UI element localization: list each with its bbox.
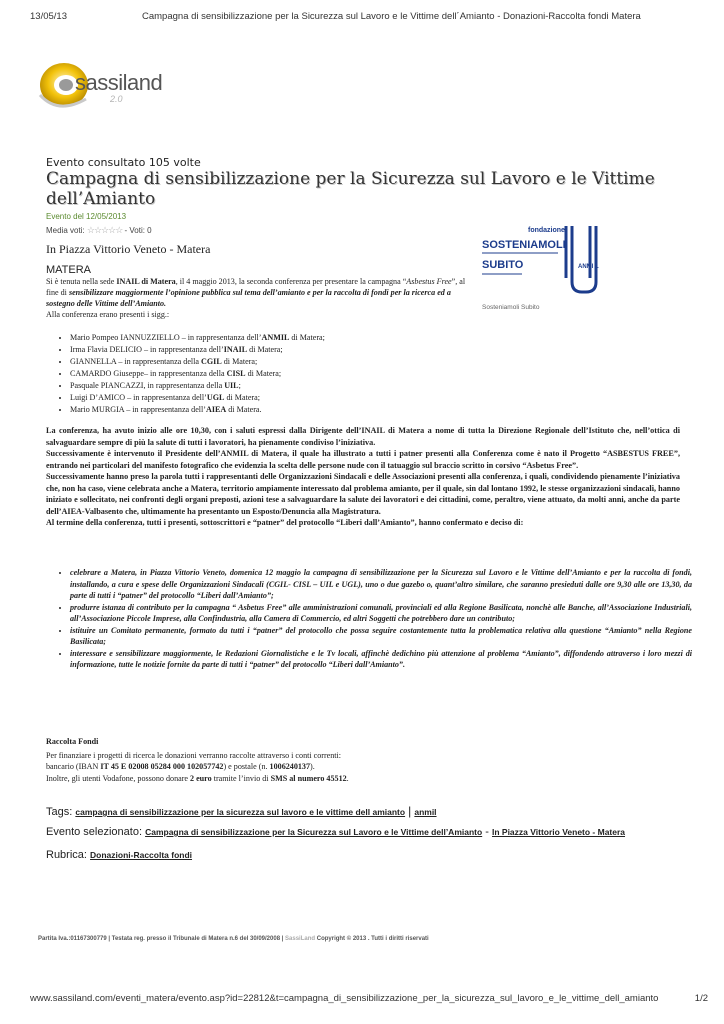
- selected-place-link[interactable]: In Piazza Vittorio Veneto - Matera: [491, 827, 626, 837]
- footer-brand[interactable]: SassiLand: [285, 936, 316, 942]
- selected-separator: -: [485, 826, 489, 838]
- event-title: Campagna di sensibilizzazione per la Sicurezza sul Lavoro e le Vittime dell’Amianto: [46, 169, 655, 209]
- fondazione-logo-image: [482, 222, 612, 302]
- event-date: Evento del 12/05/2013: [46, 212, 127, 221]
- logo-mark: ANMI L: [578, 264, 599, 270]
- site-footer: Partita Iva.:01167300779 | Testata reg. presso il Tribunale di Matera n.6 del 30/09/2008 | SassiLand Copyright © 2013 . Tutti i diritti riservati: [38, 936, 429, 942]
- star-rating-icon[interactable]: ☆☆☆☆☆: [86, 225, 123, 235]
- list-item: • produrre istanza di contributo per la campagna “ Asbetus Free” alle amministrazioni comunali, provinciali ed alla Regione Basilicata, nonchè alle Banche, all’Associazione Industriali, all’Associazione Piccole Imprese, alla Confindustria, alla Camera di Commercio, ed altri Soggetti che potrebbero dare un contributo;: [70, 602, 692, 625]
- page-number: 1/2: [694, 993, 708, 1004]
- logo-line3: SUBITO: [482, 259, 524, 271]
- list-item: • Mario Pompeo IANNUZZIELLO – in rappresentanza dell’ANMIL di Matera;: [70, 332, 325, 344]
- event-place: In Piazza Vittorio Veneto - Matera: [46, 242, 211, 256]
- print-date: 13/05/13: [30, 11, 67, 22]
- attendee-list: [58, 332, 325, 416]
- article-body: [46, 425, 680, 529]
- list-item: • Irma Flavia DELICIO – in rappresentanza dell’INAIL di Matera;: [70, 344, 325, 356]
- tag-separator: |: [408, 804, 412, 818]
- list-item: • Pasquale PIANCAZZI, in rappresentanza della UIL;: [70, 380, 325, 392]
- category-label: Rubrica:: [46, 849, 87, 861]
- print-title: Campagna di sensibilizzazione per la Sicurezza sul Lavoro e le Vittime dell´Amianto - Donazioni-Raccolta fondi Matera: [142, 11, 641, 22]
- attendance-intro: Alla conferenza erano presenti i sigg.:: [46, 310, 170, 319]
- logo-line1: fondazione: [528, 227, 565, 234]
- selected-event-link[interactable]: Campagna di sensibilizzazione per la Sicurezza sul Lavoro e le Vittime dell’Amianto: [145, 827, 483, 837]
- tags-label: Tags:: [46, 806, 73, 818]
- body-paragraph: Successivamente hanno preso la parola tutti i rappresentanti delle Organizzazioni Sindacali e delle Associazioni presenti alla conferenza, i quali, condividendo pienamente l’iniziativa che, non ha caso, viene celebrata anche a Matera, territorio ampiamente interessato dal problema amianto, per il quale, sin dal lontano 1992, le stesse organizzazioni sindacali, hanno iniziato e sollecitato, nei confronti degli organi preposti, azioni tese a salvaguardare la salute dei lavoratori e dei cittadini, come, peraltro, viene attuato, da molti anni, anche da parte dell’AIEA-Valbasento che, ultimamente ha presentanto un Esposto/Denuncia alla Magistratura.: [46, 472, 680, 516]
- vote-count: - Voti: 0: [124, 226, 152, 235]
- tag-link[interactable]: campagna di sensibilizzazione per la sicurezza sul lavoro e le vittime dell amianto: [75, 807, 406, 817]
- logo-line2: SOSTENIAMOLI: [482, 239, 566, 251]
- decision-list: [58, 567, 692, 671]
- list-item: • interessare e sensibilizzare maggiormente, le Redazioni Giornalistiche e le Tv locali, affinchè dedichino più attenzione al problema “Amianto”, diffondendo attraverso i loro mezzi di informazione, tutte le notizie fornite da parte di tutti i “patner” del protocollo “Liberi dall’Amianto”.: [70, 648, 692, 671]
- view-count: Evento consultato 105 volte: [46, 156, 201, 169]
- intro-paragraph: Si è tenuta nella sede INAIL di Matera, il 4 maggio 2013, la seconda conferenza per presentare la campagna “Asbestus Free”, al fine di sensibilizzare maggiormente l’opinione pubblica sul tema dell’amianto e per la raccolta di fondi per la ricerca ed a sostegno delle Vittime dell’Amianto.: [46, 277, 466, 308]
- fondazione-logo[interactable]: [482, 222, 612, 311]
- category-row: [46, 849, 192, 861]
- list-item: • GIANNELLA – in rappresentanza della CGIL di Matera;: [70, 356, 325, 368]
- body-paragraph: La conferenza, ha avuto inizio alle ore 10,30, con i saluti espressi dalla Dirigente dell’INAIL di Matera a nome di tutta la Direzione Regionale dell’Istituto che, nell’ottica di salvaguardare sempre di più la salute di tutti i lavoratori, ha pienamente condiviso l’iniziativa.: [46, 426, 680, 447]
- selected-event-row: [46, 826, 625, 838]
- body-paragraph: Al termine della conferenza, tutti i presenti, sottoscrittori e “patner” del protocollo “Liberi dall’Amianto”, hanno confermato e deciso di:: [46, 518, 524, 527]
- logo-version: 2.0: [110, 94, 123, 104]
- intro-text: [46, 276, 471, 320]
- body-paragraph: Successivamente è intervenuto il Presidente dell’ANMIL di Matera, il quale ha illustrato a tutti i patner presenti alla Conferenza come è nato il Progetto “ASBESTUS FREE”, entrando nei particolari del manifesto fotografico che evidenzia la scelta delle persone nude con il tatuaggio sul braccio scritto in corsivo “Asbetus Free”.: [46, 449, 680, 470]
- list-item: • Mario MURGIA – in rappresentanza dell’AIEA di Matera.: [70, 404, 325, 416]
- event-city: MATERA: [46, 264, 92, 276]
- selected-label: Evento selezionato:: [46, 826, 143, 838]
- list-item: • istituire un Comitato permanente, formato da tutti i “patner” del protocollo che possa seguire costantemente tutta la problematica relativa alla questione “Amianto” nella Regione Basilicata;: [70, 625, 692, 648]
- fundraising-line: Inoltre, gli utenti Vodafone, possono donare 2 euro tramite l’invio di SMS al numero 45512.: [46, 773, 349, 783]
- list-item: • celebrare a Matera, in Piazza Vittorio Veneto, domenica 12 maggio la campagna di sensibilizzazione per la Sicurezza sul Lavoro e le Vittime dell’Amianto e per la raccolta di fondi, installando, a cura e spese delle Organizzazioni Sindacali (CGIL- CISL – UIL e UGL), uno o due gazebo o, quant’altro similare, che saranno presieduti dalle ore 9,30 alle ore 13,30, da parte di tutti i “patner” del protocollo “Liberi dall’Amianto”;: [70, 567, 692, 602]
- tag-link[interactable]: anmil: [414, 807, 437, 817]
- tags-row: [46, 804, 437, 818]
- logo-wordmark: sassiland: [75, 70, 163, 95]
- sassiland-logo[interactable]: [38, 55, 178, 115]
- fundraising-line: bancario (IBAN IT 45 E 02008 05284 000 102057742) e postale (n. 1006240137).: [46, 762, 315, 771]
- list-item: • CAMARDO Giuseppe– in rappresentanza della CISL di Matera;: [70, 368, 325, 380]
- list-item: • Luigi D’AMICO – in rappresentanza dell’UGL di Matera;: [70, 392, 325, 404]
- category-link[interactable]: Donazioni-Raccolta fondi: [90, 850, 193, 860]
- fondazione-caption: Sosteniamoli Subito: [482, 304, 540, 311]
- fundraising-heading: Raccolta Fondi: [46, 737, 99, 746]
- rating-label: Media voti:: [46, 226, 85, 235]
- rating: [46, 225, 152, 236]
- print-url: www.sassiland.com/eventi_matera/evento.asp?id=22812&t=campagna_di_sensibilizzazione_per_la_sicurezza_sul_lavoro_e_le_vittime_dell_amianto: [30, 993, 659, 1004]
- fundraising-line: Per finanziare i progetti di ricerca le donazioni verranno raccolte attraverso i conti correnti:: [46, 750, 342, 760]
- fundraising-section: [46, 736, 646, 784]
